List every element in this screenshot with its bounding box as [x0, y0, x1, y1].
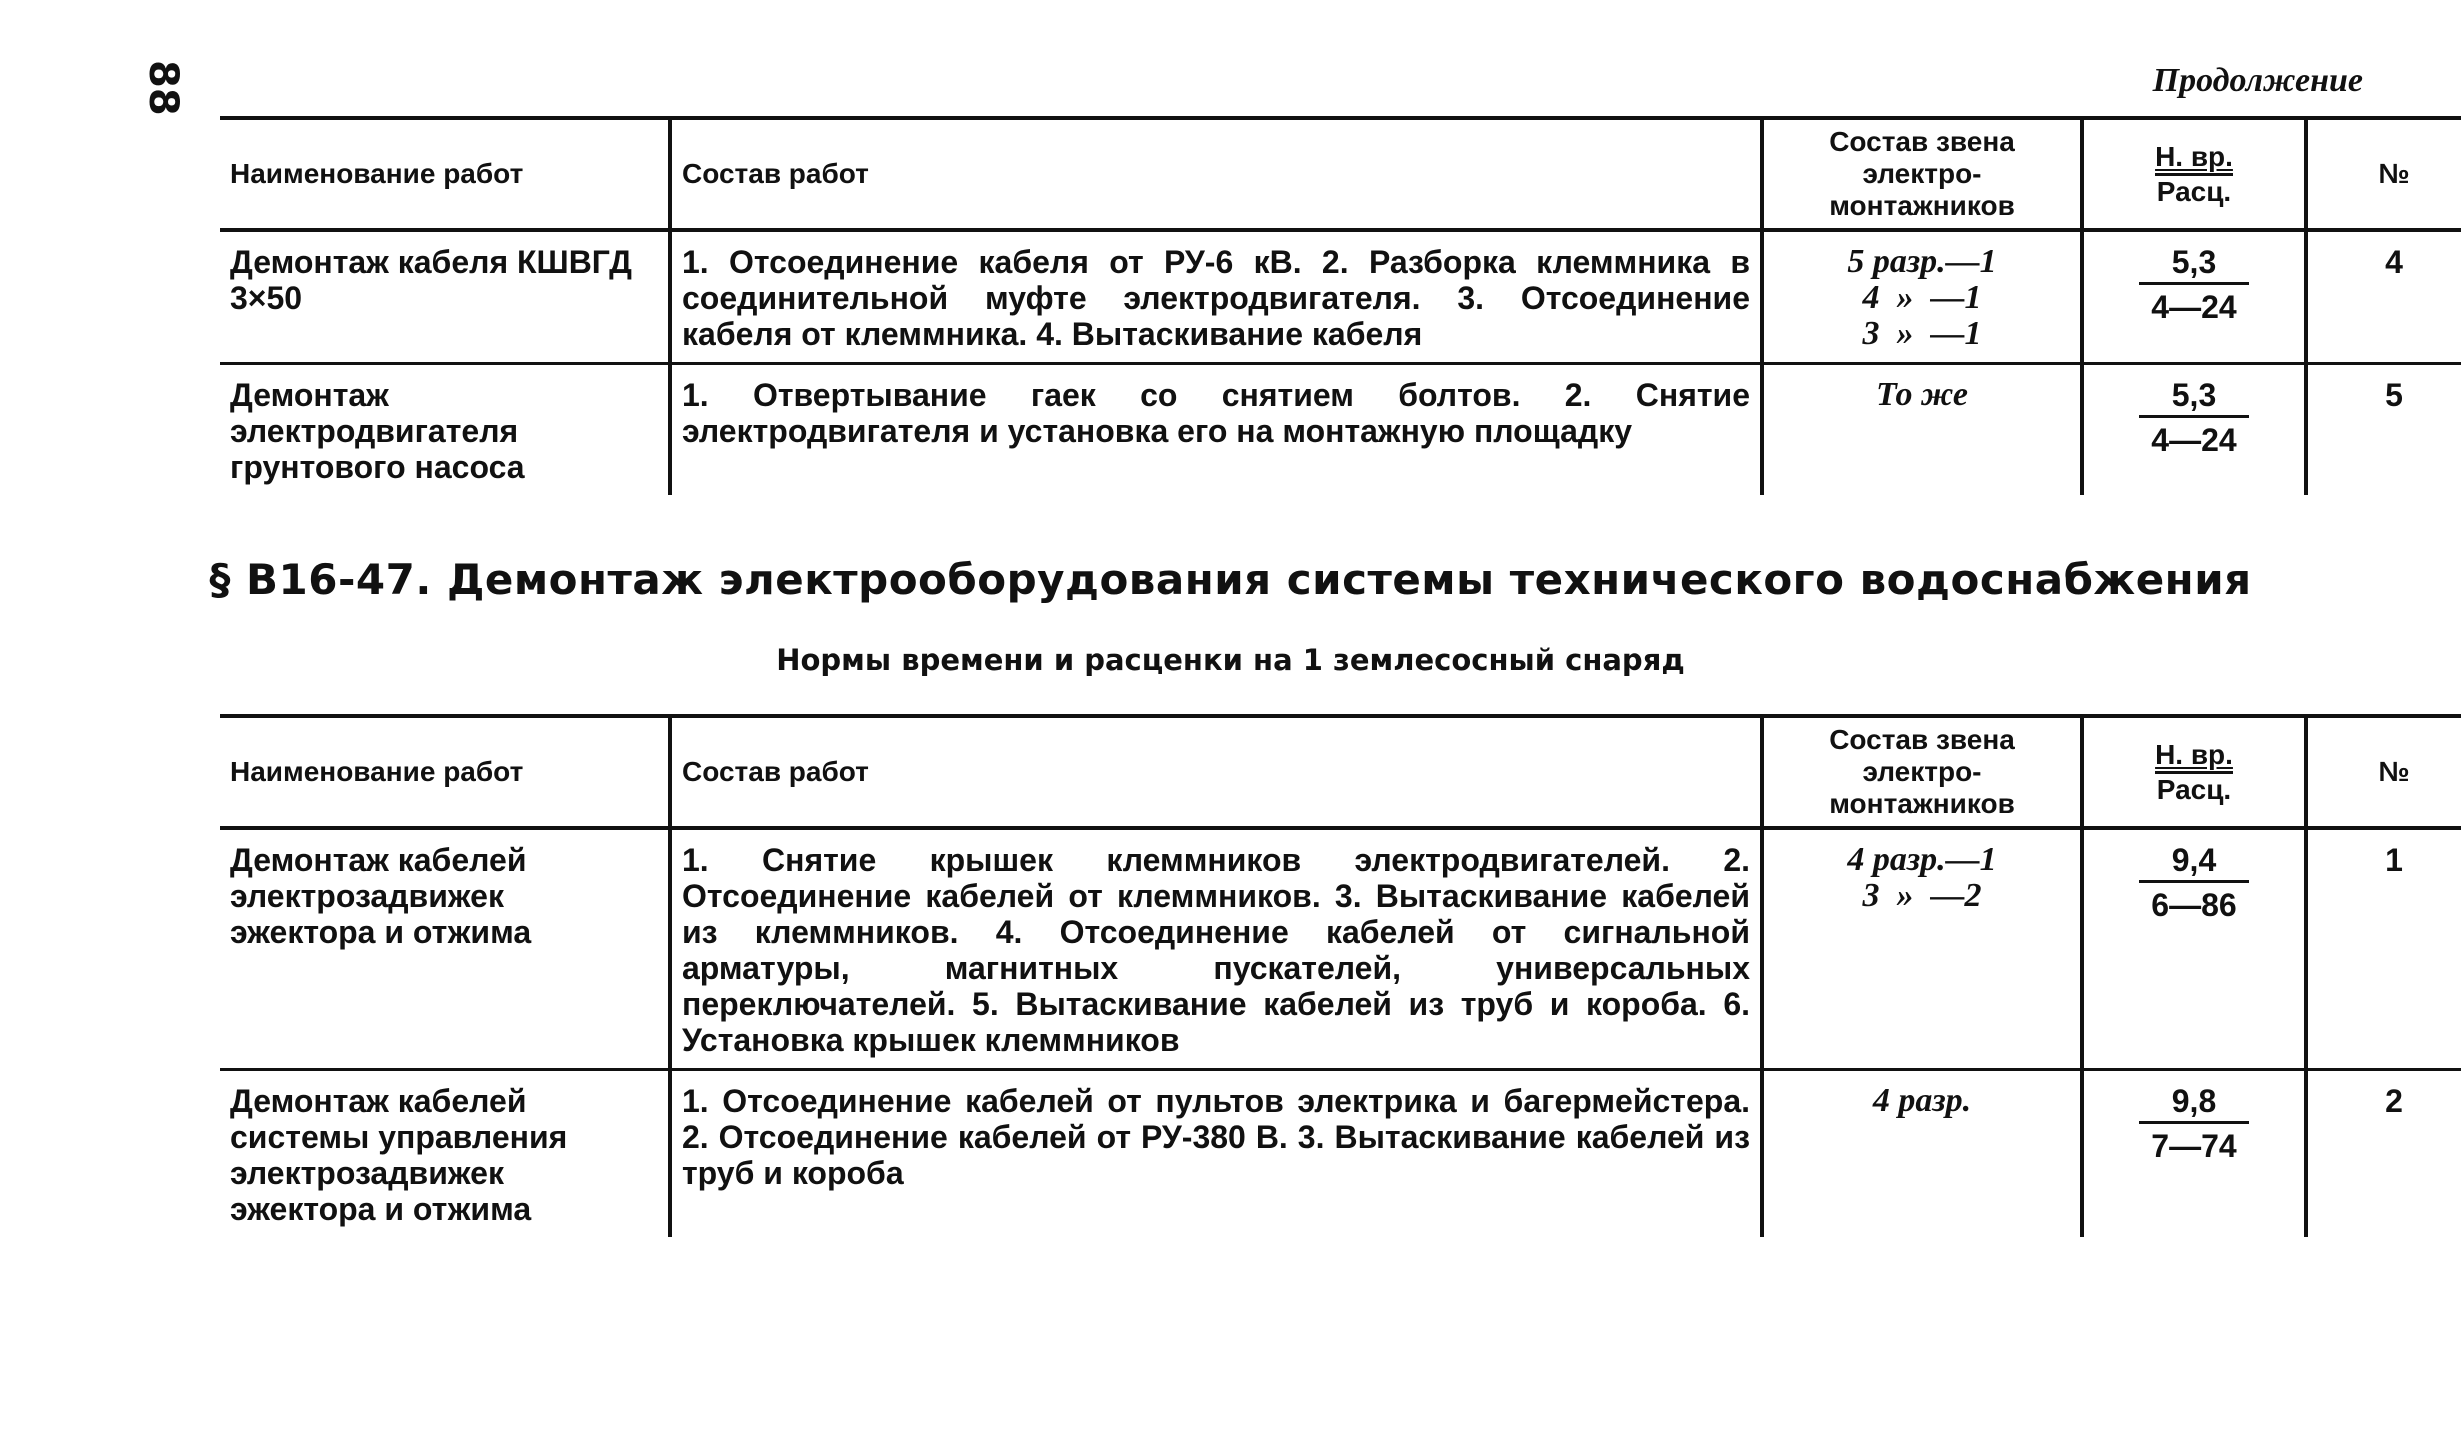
crew-line: 4 » —1	[1862, 279, 1982, 316]
row-crew	[1762, 828, 2082, 1070]
table-header-row	[220, 716, 2461, 828]
header-work-name: Наименование работ	[220, 716, 670, 828]
norm-time-value: 9,8	[2139, 1083, 2249, 1124]
row-number: 5	[2306, 364, 2461, 496]
row-number: 4	[2306, 230, 2461, 364]
header-work-name: Наименование работ	[220, 118, 670, 230]
norm-table-1	[220, 116, 2461, 495]
header-work-composition: Состав работ	[670, 716, 1762, 828]
row-norm-rate	[2082, 230, 2306, 364]
crew-line: 4 разр.—1	[1847, 841, 1997, 878]
continuation-label: Продолжение	[2152, 62, 2363, 99]
table-row	[220, 230, 2461, 364]
section-subtitle: Нормы времени и расценки на 1 землесосный снаряд	[776, 643, 1685, 677]
header-norm-time: Н. вр.	[2155, 141, 2233, 176]
crew-line: То же	[1875, 376, 1969, 413]
row-work-composition: 1. Отсоединение кабелей от пультов электрика и багермейстера. 2. Отсоединение кабелей от РУ-380 В. 3. Вытаскивание кабелей из труб и короба	[670, 1070, 1762, 1238]
header-norm-time: Н. вр.	[2155, 739, 2233, 774]
row-crew	[1762, 364, 2082, 496]
row-work-name: Демонтаж кабелей системы управления электрозадвижек эжектора и отжима	[230, 1083, 568, 1227]
norm-time-value: 5,3	[2139, 244, 2249, 285]
table-header-row	[220, 118, 2461, 230]
row-norm-rate	[2082, 364, 2306, 496]
row-crew	[1762, 1070, 2082, 1238]
section-title: § В16-47. Демонтаж электрооборудования системы технического водоснабжения	[209, 555, 2252, 604]
table-row	[220, 364, 2461, 496]
crew-line: 3 » —1	[1862, 315, 1982, 352]
rate-value: 4—24	[2151, 289, 2237, 325]
row-number: 1	[2306, 828, 2461, 1070]
norm-table-2	[220, 714, 2461, 1237]
row-work-composition: 1. Отсоединение кабеля от РУ-6 кВ. 2. Разборка клеммника в соединительной муфте электродвигателя. 3. Отсоединение кабеля от клеммника. 4. Вытаскивание кабеля	[670, 230, 1762, 364]
header-norm	[2082, 716, 2306, 828]
header-number: №	[2306, 716, 2461, 828]
page-number: 88	[140, 60, 186, 116]
header-rate: Расц.	[2156, 175, 2232, 207]
crew-line: 4 разр.	[1872, 1082, 1972, 1119]
header-rate: Расц.	[2156, 773, 2232, 805]
rate-value: 6—86	[2151, 887, 2237, 923]
header-work-composition: Состав работ	[670, 118, 1762, 230]
row-work-name: Демонтаж кабелей электрозадвижек эжектора и отжима	[220, 828, 670, 1070]
row-crew	[1762, 230, 2082, 364]
row-work-name: Демонтаж электродвигателя грунтового насоса	[230, 377, 525, 485]
header-number: №	[2306, 118, 2461, 230]
header-crew: Состав звена электро-монтажников	[1762, 716, 2082, 828]
rate-value: 7—74	[2151, 1128, 2237, 1164]
row-norm-rate	[2082, 828, 2306, 1070]
crew-line: 5 разр.—1	[1847, 243, 1997, 280]
row-work-name: Демонтаж кабеля КШВГД 3×50	[220, 230, 670, 364]
header-norm	[2082, 118, 2306, 230]
row-work-composition: 1. Снятие крышек клеммников электродвигателей. 2. Отсоединение кабелей от клеммников. 3. Вытаскивание кабелей из клеммников. 4. Отсоединение кабелей от сигнальной арматуры, магнитных пускателей, универсальных переключателей. 5. Вытаскивание кабелей из труб и короба. 6. Установка крышек клеммников	[670, 828, 1762, 1070]
norm-time-value: 5,3	[2139, 377, 2249, 418]
row-work-composition: 1. Отвертывание гаек со снятием болтов. 2. Снятие электродвигателя и установка его на монтажную площадку	[670, 364, 1762, 496]
table-row	[220, 828, 2461, 1070]
crew-line: 3 » —2	[1862, 877, 1982, 914]
row-number: 2	[2306, 1070, 2461, 1238]
table-row	[220, 1070, 2461, 1238]
rate-value: 4—24	[2151, 422, 2237, 458]
norm-time-value: 9,4	[2139, 842, 2249, 883]
header-crew: Состав звена электро-монтажников	[1762, 118, 2082, 230]
row-norm-rate	[2082, 1070, 2306, 1238]
